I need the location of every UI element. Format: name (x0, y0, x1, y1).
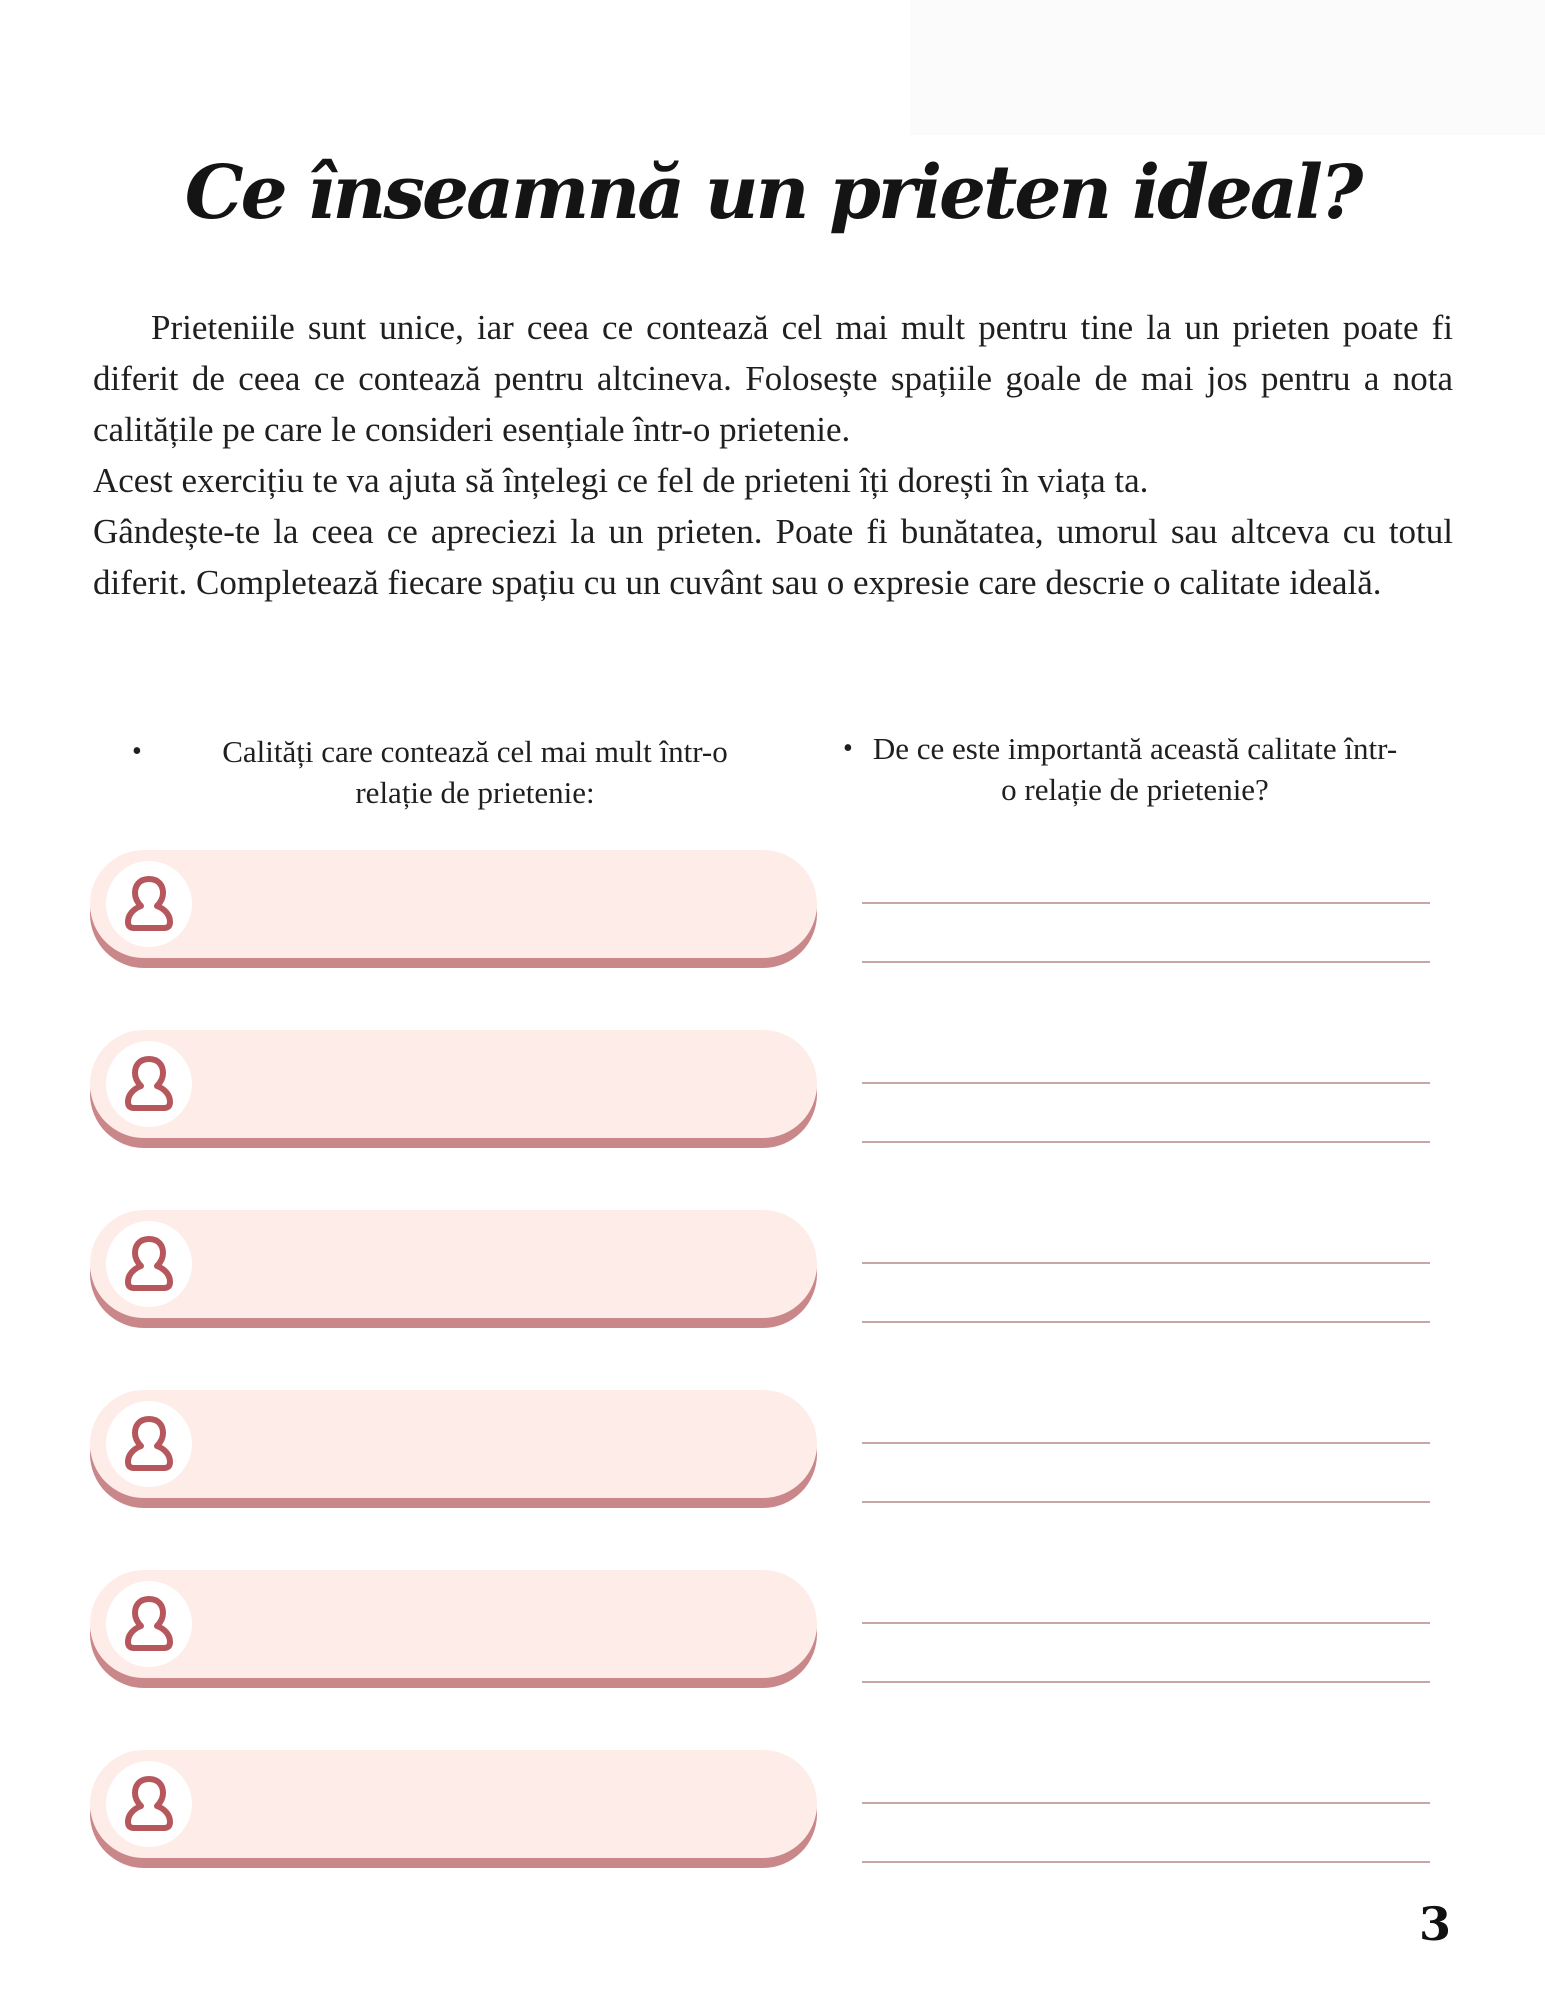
answer-line-6a[interactable] (862, 1802, 1430, 1804)
bullet-icon: • (132, 736, 142, 767)
person-icon (106, 861, 192, 947)
quality-input-6[interactable] (90, 1750, 817, 1868)
person-icon (106, 1761, 192, 1847)
answer-line-4b[interactable] (862, 1501, 1430, 1503)
pill-face (90, 1750, 817, 1858)
answer-line-3b[interactable] (862, 1321, 1430, 1323)
answer-line-2a[interactable] (862, 1082, 1430, 1084)
answer-line-5b[interactable] (862, 1681, 1430, 1683)
person-icon (106, 1581, 192, 1667)
intro-paragraph-3: Gândește-te la ceea ce apreciezi la un prieten. Poate fi bunătatea, umorul sau altceva cu totul diferit. Completează fiecare spațiu cu un cuvânt sau o expresie care descrie o calitate ideală. (93, 512, 1453, 602)
answer-line-3a[interactable] (862, 1262, 1430, 1264)
quality-input-3[interactable] (90, 1210, 817, 1328)
answer-line-1b[interactable] (862, 961, 1430, 963)
person-icon (106, 1041, 192, 1127)
right-column-heading (843, 728, 1400, 810)
quality-input-4[interactable] (90, 1390, 817, 1508)
person-icon (106, 1221, 192, 1307)
pill-face (90, 850, 817, 958)
answer-line-2b[interactable] (862, 1141, 1430, 1143)
right-column-heading-text: De ce este importantă această calitate într-o relație de prietenie? (872, 731, 1398, 807)
person-icon (106, 1401, 192, 1487)
pill-face (90, 1390, 817, 1498)
quality-input-2[interactable] (90, 1030, 817, 1148)
page-number: 3 (1418, 1897, 1451, 1951)
answer-line-1a[interactable] (862, 902, 1430, 904)
answer-line-6b[interactable] (862, 1861, 1430, 1863)
bullet-icon: • (843, 733, 853, 764)
quality-input-1[interactable] (90, 850, 817, 968)
pill-face (90, 1210, 817, 1318)
quality-input-5[interactable] (90, 1570, 817, 1688)
left-column-heading-text: Calități care contează cel mai mult într-o relație de prietenie: (222, 734, 728, 810)
intro-paragraph-2: Acest exercițiu te va ajuta să înțelegi ce fel de prieteni îți dorești în viața ta. (93, 461, 1149, 500)
left-column-heading (132, 731, 765, 813)
answer-line-4a[interactable] (862, 1442, 1430, 1444)
intro-text (93, 302, 1453, 608)
pill-face (90, 1570, 817, 1678)
page-title: Ce înseamnă un prieten ideal? (184, 150, 1361, 236)
corner-tint (910, 0, 1545, 135)
intro-paragraph-1: Prieteniile sunt unice, iar ceea ce contează cel mai mult pentru tine la un prieten poate fi diferit de ceea ce contează pentru altcineva. Folosește spațiile goale de mai jos pentru a nota calitățile pe care le consideri esențiale într-o prietenie. (93, 308, 1453, 449)
pill-face (90, 1030, 817, 1138)
answer-line-5a[interactable] (862, 1622, 1430, 1624)
